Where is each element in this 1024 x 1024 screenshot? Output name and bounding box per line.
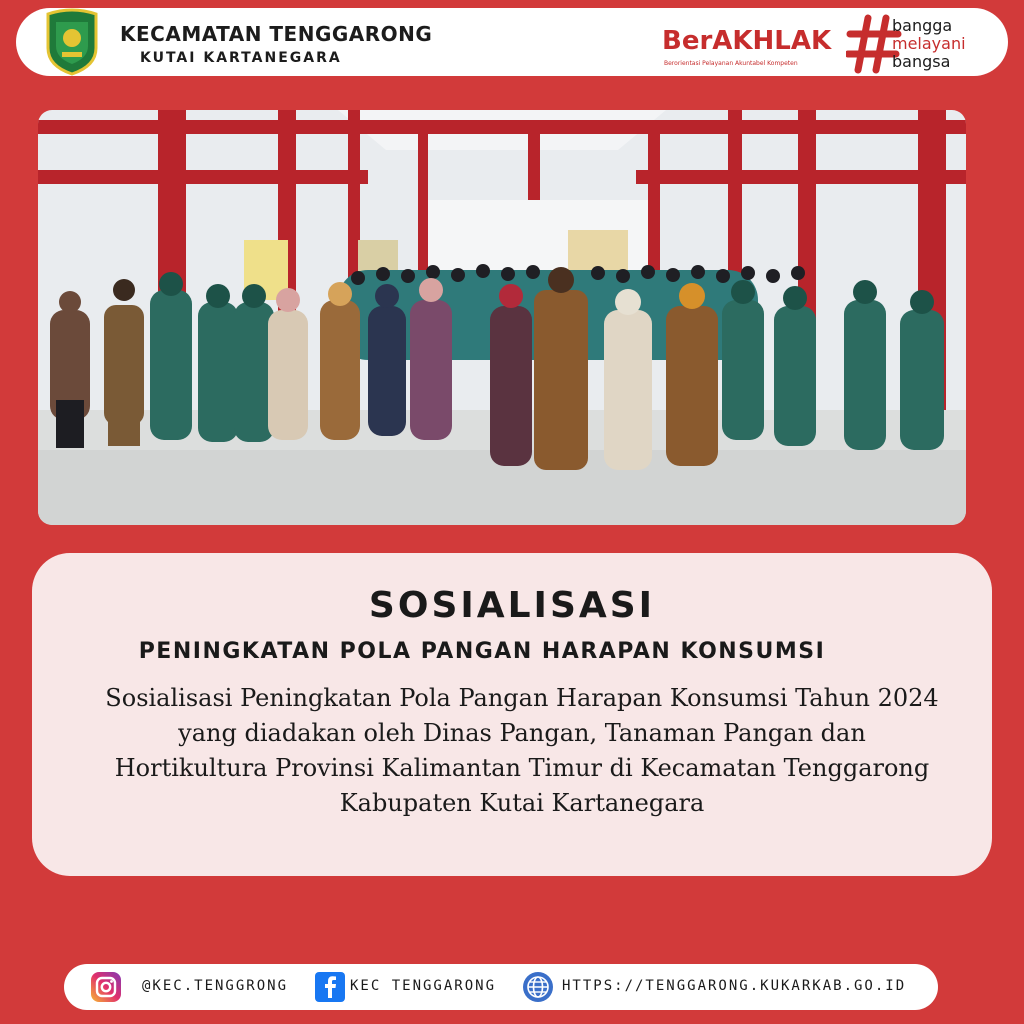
event-group-photo bbox=[38, 110, 966, 525]
content-card bbox=[32, 553, 992, 876]
hashtag-line-1: bangga bbox=[892, 16, 953, 35]
header-bar bbox=[16, 8, 1008, 76]
website-link[interactable]: HTTPS://TENGGARONG.KUKARKAB.GO.ID bbox=[562, 978, 907, 994]
description-line: yang diadakan oleh Dinas Pangan, Tanaman Pangan dan bbox=[178, 719, 866, 747]
description-text bbox=[72, 681, 972, 821]
berakhlak-logo: BerAKHLAK bbox=[662, 26, 832, 56]
instagram-handle[interactable]: @KEC.TENGGRONG bbox=[142, 978, 289, 994]
org-subtitle: KUTAI KARTANEGARA bbox=[140, 50, 342, 66]
globe-icon[interactable] bbox=[522, 971, 554, 1003]
description-line: Kabupaten Kutai Kartanegara bbox=[339, 789, 705, 817]
instagram-icon[interactable] bbox=[90, 971, 122, 1003]
hashtag-line-2: melayani bbox=[892, 34, 966, 53]
org-title: KECAMATAN TENGGARONG bbox=[120, 22, 433, 46]
headline-subtitle: PENINGKATAN POLA PANGAN HARAPAN KONSUMSI bbox=[138, 639, 826, 664]
regency-shield-icon bbox=[44, 8, 100, 76]
berakhlak-tagline: Berorientasi Pelayanan Akuntabel Kompeten bbox=[664, 60, 798, 67]
facebook-page[interactable]: KEC TENGGARONG bbox=[350, 978, 497, 994]
facebook-icon[interactable] bbox=[314, 971, 346, 1003]
headline-title: SOSIALISASI bbox=[368, 585, 656, 626]
hashtag-line-3: bangsa bbox=[892, 52, 951, 71]
description-line: Hortikultura Provinsi Kalimantan Timur di Kecamatan Tenggarong bbox=[114, 754, 930, 782]
description-line: Sosialisasi Peningkatan Pola Pangan Harapan Konsumsi Tahun 2024 bbox=[105, 684, 939, 712]
footer-bar bbox=[64, 964, 938, 1010]
